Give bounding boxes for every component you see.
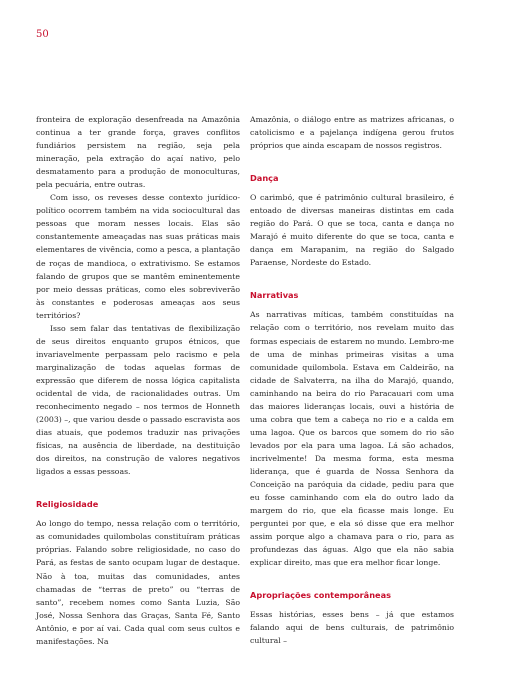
page-number: 50 (36, 29, 49, 40)
paragraph-amazonia-dialogue: Amazônia, o diálogo entre as matrizes africanas, o catolicismo e a pajelança indígena gerou frutos próprios que ainda escapam de nossos registros. (250, 115, 454, 151)
heading-religiosidade: Religiosidade (36, 499, 99, 510)
paragraph-frontier-conflicts: fronteira de exploração desenfreada na Amazônia continua a ter grande força, graves conflitos fundiários persistem na região, seja pela mineração, pela extração do açaí nativo, pelo desmatamento para a produção de monoculturas, pela pecuária, entre outras. (36, 115, 240, 190)
heading-danca: Dança (250, 173, 279, 184)
paragraph-carimbo: O carimbó, que é patrimônio cultural brasileiro, é entoado de diversas maneiras distintas em cada região do Pará. O que se toca, canta e dança no Marajó é muito diferente do que se toca, canta e dança em Marapanim, na região do Salgado Paraense, Nordeste do Estado. (250, 193, 454, 268)
paragraph-religiosity: Ao longo do tempo, nessa relação com o território, as comunidades quilombolas constituíram práticas próprias. Falando sobre religiosidade, no caso do Pará, as festas de santo ocupam lugar de destaque. Não à toa, muitas das comunidades, antes chamadas de “terras de preto” ou “terras de santo”, recebem nomes como Santa Luzia, São José, Nossa Senhora das Graças, Santa Fé, Santo Antônio, e por aí vai. Cada qual com seus cultos e manifestações. Na (36, 519, 240, 646)
paragraph-rights-flexibilization: Isso sem falar das tentativas de flexibilização de seus direitos enquanto grupos étnicos, que invariavelmente perpassam pelo racismo e pela marginalização de todas aquelas formas de expressão que diferem de nossa lógica capitalista ocidental de vida, de racionalidades outras. Um reconhecimento negado – nos termos de Honneth (2003) –, que variou desde o passado escravista aos dias atuais, que podemos traduzir nas privações físicas, na ausência de liberdade, na destituição dos direitos, na construção de valores negativos ligados a essas pessoas. (36, 323, 240, 477)
paragraph-mythic-narratives: As narrativas míticas, também constituídas na relação com o território, nos revelam muito das formas especiais de estarem no mundo. Lembro-me de uma de minhas primeiras visitas a uma comunidade quilombola. Estava em Caldeirão, na cidade de Salvaterra, na ilha do Marajó, quando, caminhando na beira do rio Paracauari com uma das maiores lideranças locais, ouvi a história de uma cobra que tem a cabeça no rio e a calda em uma lagoa. Que os barcos que somem do rio são levados por ela para uma lagoa. Lá são achados, incrivelmente! Da mesma forma, esta mesma liderança, que é guarda de Nossa Senhora da Conceição na paróquia da cidade, pediu para que eu fosse caminhando com ela do outro lado da margem do rio, que ela ficasse mais longe. Eu perguntei por que, e ela só disse que era melhor assim porque algo a chamava para o rio, para as profundezas das águas. Algo que ela não sabia explicar direito, mas que era melhor ficar longe. (250, 310, 454, 568)
heading-narrativas: Narrativas (250, 290, 299, 301)
paragraph-contemporary-appropriations: Essas histórias, esses bens – já que estamos falando aqui de bens culturais, de patrimônio cultural – (250, 610, 454, 646)
paragraph-sociocultural-threats: Com isso, os reveses desse contexto jurídico-político ocorrem também na vida sociocultural das pessoas que moram nesses locais. Elas são constantemente ameaçadas nas suas práticas mais elementares de vivência, como a pesca, a plantação de roças de mandioca, o extrativismo. Se estamos falando de grupos que se mantêm eminentemente por meio dessas práticas, como eles sobreviverão às constantes e poderosas ameaças aos seus territórios? (36, 193, 240, 320)
right-column (250, 113, 454, 648)
heading-apropriacoes: Apropriações contemporâneas (250, 590, 391, 601)
left-column (36, 113, 240, 648)
